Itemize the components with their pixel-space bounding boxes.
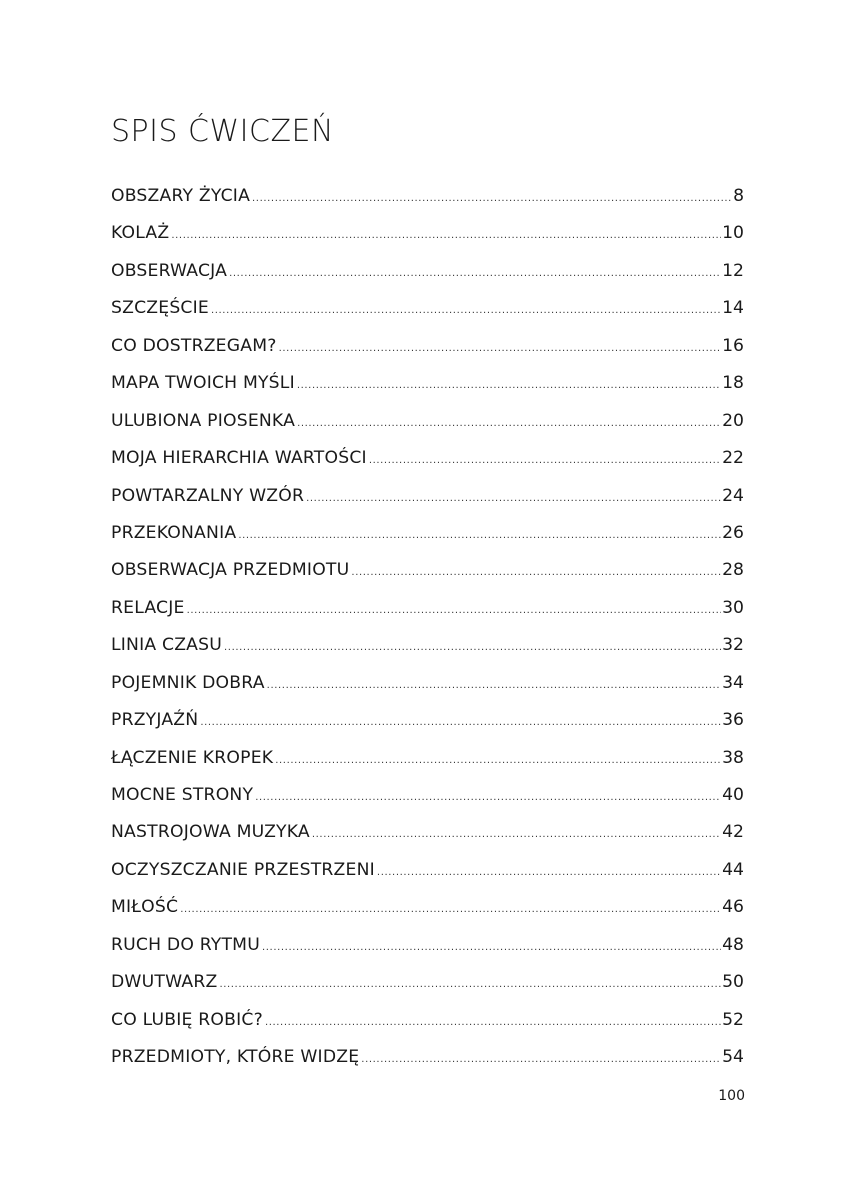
toc-entry[interactable] <box>111 483 744 520</box>
toc-entry[interactable] <box>111 295 744 332</box>
toc-entry-page: 16 <box>722 335 744 356</box>
dot-leader <box>369 448 721 474</box>
toc-entry-page: 36 <box>722 710 744 731</box>
toc-entry-label: MAPA TWOICH MYŚLI <box>111 373 295 394</box>
toc-entry-label: CO LUBIĘ ROBIĆ? <box>111 1009 263 1030</box>
dot-leader <box>361 1047 721 1073</box>
toc-entry[interactable] <box>111 782 744 819</box>
dot-leader <box>200 710 721 736</box>
toc-entry-page: 52 <box>722 1009 744 1030</box>
toc-entry-label: LINIA CZASU <box>111 635 223 656</box>
dot-leader <box>224 635 721 661</box>
toc-entry[interactable] <box>111 632 744 669</box>
dot-leader <box>229 261 721 287</box>
table-of-contents <box>111 183 744 1082</box>
toc-entry-label: RUCH DO RYTMU <box>111 934 260 955</box>
toc-entry-label: MOCNE STRONY <box>111 785 254 805</box>
dot-leader <box>306 486 721 512</box>
dot-leader <box>279 336 722 362</box>
toc-entry[interactable] <box>111 670 744 707</box>
toc-entry[interactable] <box>111 183 744 220</box>
toc-entry[interactable] <box>111 745 744 782</box>
toc-entry-page: 32 <box>722 635 744 656</box>
toc-entry-page: 20 <box>722 410 744 431</box>
toc-entry-page: 18 <box>722 373 744 394</box>
toc-entry[interactable] <box>111 894 744 931</box>
toc-entry[interactable] <box>111 408 744 445</box>
toc-entry-page: 22 <box>722 448 744 469</box>
toc-entry[interactable] <box>111 819 744 856</box>
toc-entry[interactable] <box>111 1007 744 1044</box>
toc-entry-label: OBSZARY ŻYCIA <box>111 186 251 206</box>
toc-entry-label: OBSERWACJA <box>111 260 228 281</box>
dot-leader <box>265 1010 721 1036</box>
toc-entry-page: 26 <box>722 522 744 543</box>
toc-entry-label: PRZEDMIOTY, KTÓRE WIDZĘ <box>111 1047 360 1068</box>
dot-leader <box>275 748 721 774</box>
dot-leader <box>297 373 721 399</box>
toc-entry-label: CO DOSTRZEGAM? <box>111 335 277 356</box>
dot-leader <box>180 897 721 923</box>
dot-leader <box>267 673 721 699</box>
toc-entry-page: 48 <box>722 934 744 955</box>
toc-entry-label: DWUTWARZ <box>111 972 218 993</box>
dot-leader <box>297 411 721 437</box>
page-number: 100 <box>718 1088 745 1104</box>
dot-leader <box>252 186 732 212</box>
toc-entry[interactable] <box>111 857 744 894</box>
toc-entry[interactable] <box>111 932 744 969</box>
dot-leader <box>312 822 721 848</box>
toc-entry[interactable] <box>111 220 744 257</box>
toc-entry-page: 50 <box>722 972 744 993</box>
toc-entry-label: POWTARZALNY WZÓR <box>111 485 305 506</box>
toc-entry-label: PRZYJAŹŃ <box>111 710 199 731</box>
toc-entry-page: 54 <box>722 1047 744 1068</box>
toc-entry[interactable] <box>111 595 744 632</box>
toc-entry-page: 30 <box>722 597 744 618</box>
toc-entry-label: POJEMNIK DOBRA <box>111 672 265 693</box>
dot-leader <box>211 298 721 324</box>
toc-entry-page: 42 <box>722 822 744 843</box>
toc-entry[interactable] <box>111 1044 744 1081</box>
toc-entry[interactable] <box>111 370 744 407</box>
toc-entry-page: 14 <box>722 298 744 319</box>
dot-leader <box>219 972 721 998</box>
dot-leader <box>171 223 721 249</box>
toc-entry[interactable] <box>111 969 744 1006</box>
toc-entry-page: 40 <box>722 785 744 805</box>
toc-entry-page: 44 <box>722 859 744 880</box>
dot-leader <box>187 598 722 624</box>
toc-entry-label: SZCZĘŚCIE <box>111 298 209 319</box>
toc-entry-page: 10 <box>722 223 744 244</box>
dot-leader <box>351 560 721 586</box>
toc-entry-label: KOLAŻ <box>111 223 170 244</box>
toc-entry[interactable] <box>111 333 744 370</box>
toc-entry[interactable] <box>111 707 744 744</box>
toc-entry-label: NASTROJOWA MUZYKA <box>111 822 310 843</box>
toc-entry-page: 28 <box>722 560 744 581</box>
toc-entry-page: 46 <box>722 897 744 918</box>
dot-leader <box>262 935 721 961</box>
toc-entry-page: 38 <box>722 747 744 768</box>
toc-entry-label: MIŁOŚĆ <box>111 897 179 918</box>
toc-entry[interactable] <box>111 520 744 557</box>
toc-entry-label: ULUBIONA PIOSENKA <box>111 410 296 431</box>
dot-leader <box>255 785 721 811</box>
toc-entry-label: OCZYSZCZANIE PRZESTRZENI <box>111 859 375 880</box>
toc-entry-label: RELACJE <box>111 597 185 618</box>
dot-leader <box>238 523 721 549</box>
toc-entry-label: PRZEKONANIA <box>111 522 237 543</box>
toc-entry-page: 8 <box>733 186 744 206</box>
toc-entry-page: 12 <box>722 260 744 281</box>
toc-entry-label: MOJA HIERARCHIA WARTOŚCI <box>111 448 367 469</box>
toc-entry[interactable] <box>111 445 744 482</box>
toc-entry[interactable] <box>111 258 744 295</box>
page-title: SPIS ĆWICZEŃ <box>111 114 334 149</box>
toc-entry-page: 34 <box>722 672 744 693</box>
toc-entry-page: 24 <box>722 485 744 506</box>
toc-entry-label: ŁĄCZENIE KROPEK <box>111 747 274 768</box>
toc-entry[interactable] <box>111 557 744 594</box>
dot-leader <box>377 860 721 886</box>
toc-entry-label: OBSERWACJA PRZEDMIOTU <box>111 560 350 581</box>
